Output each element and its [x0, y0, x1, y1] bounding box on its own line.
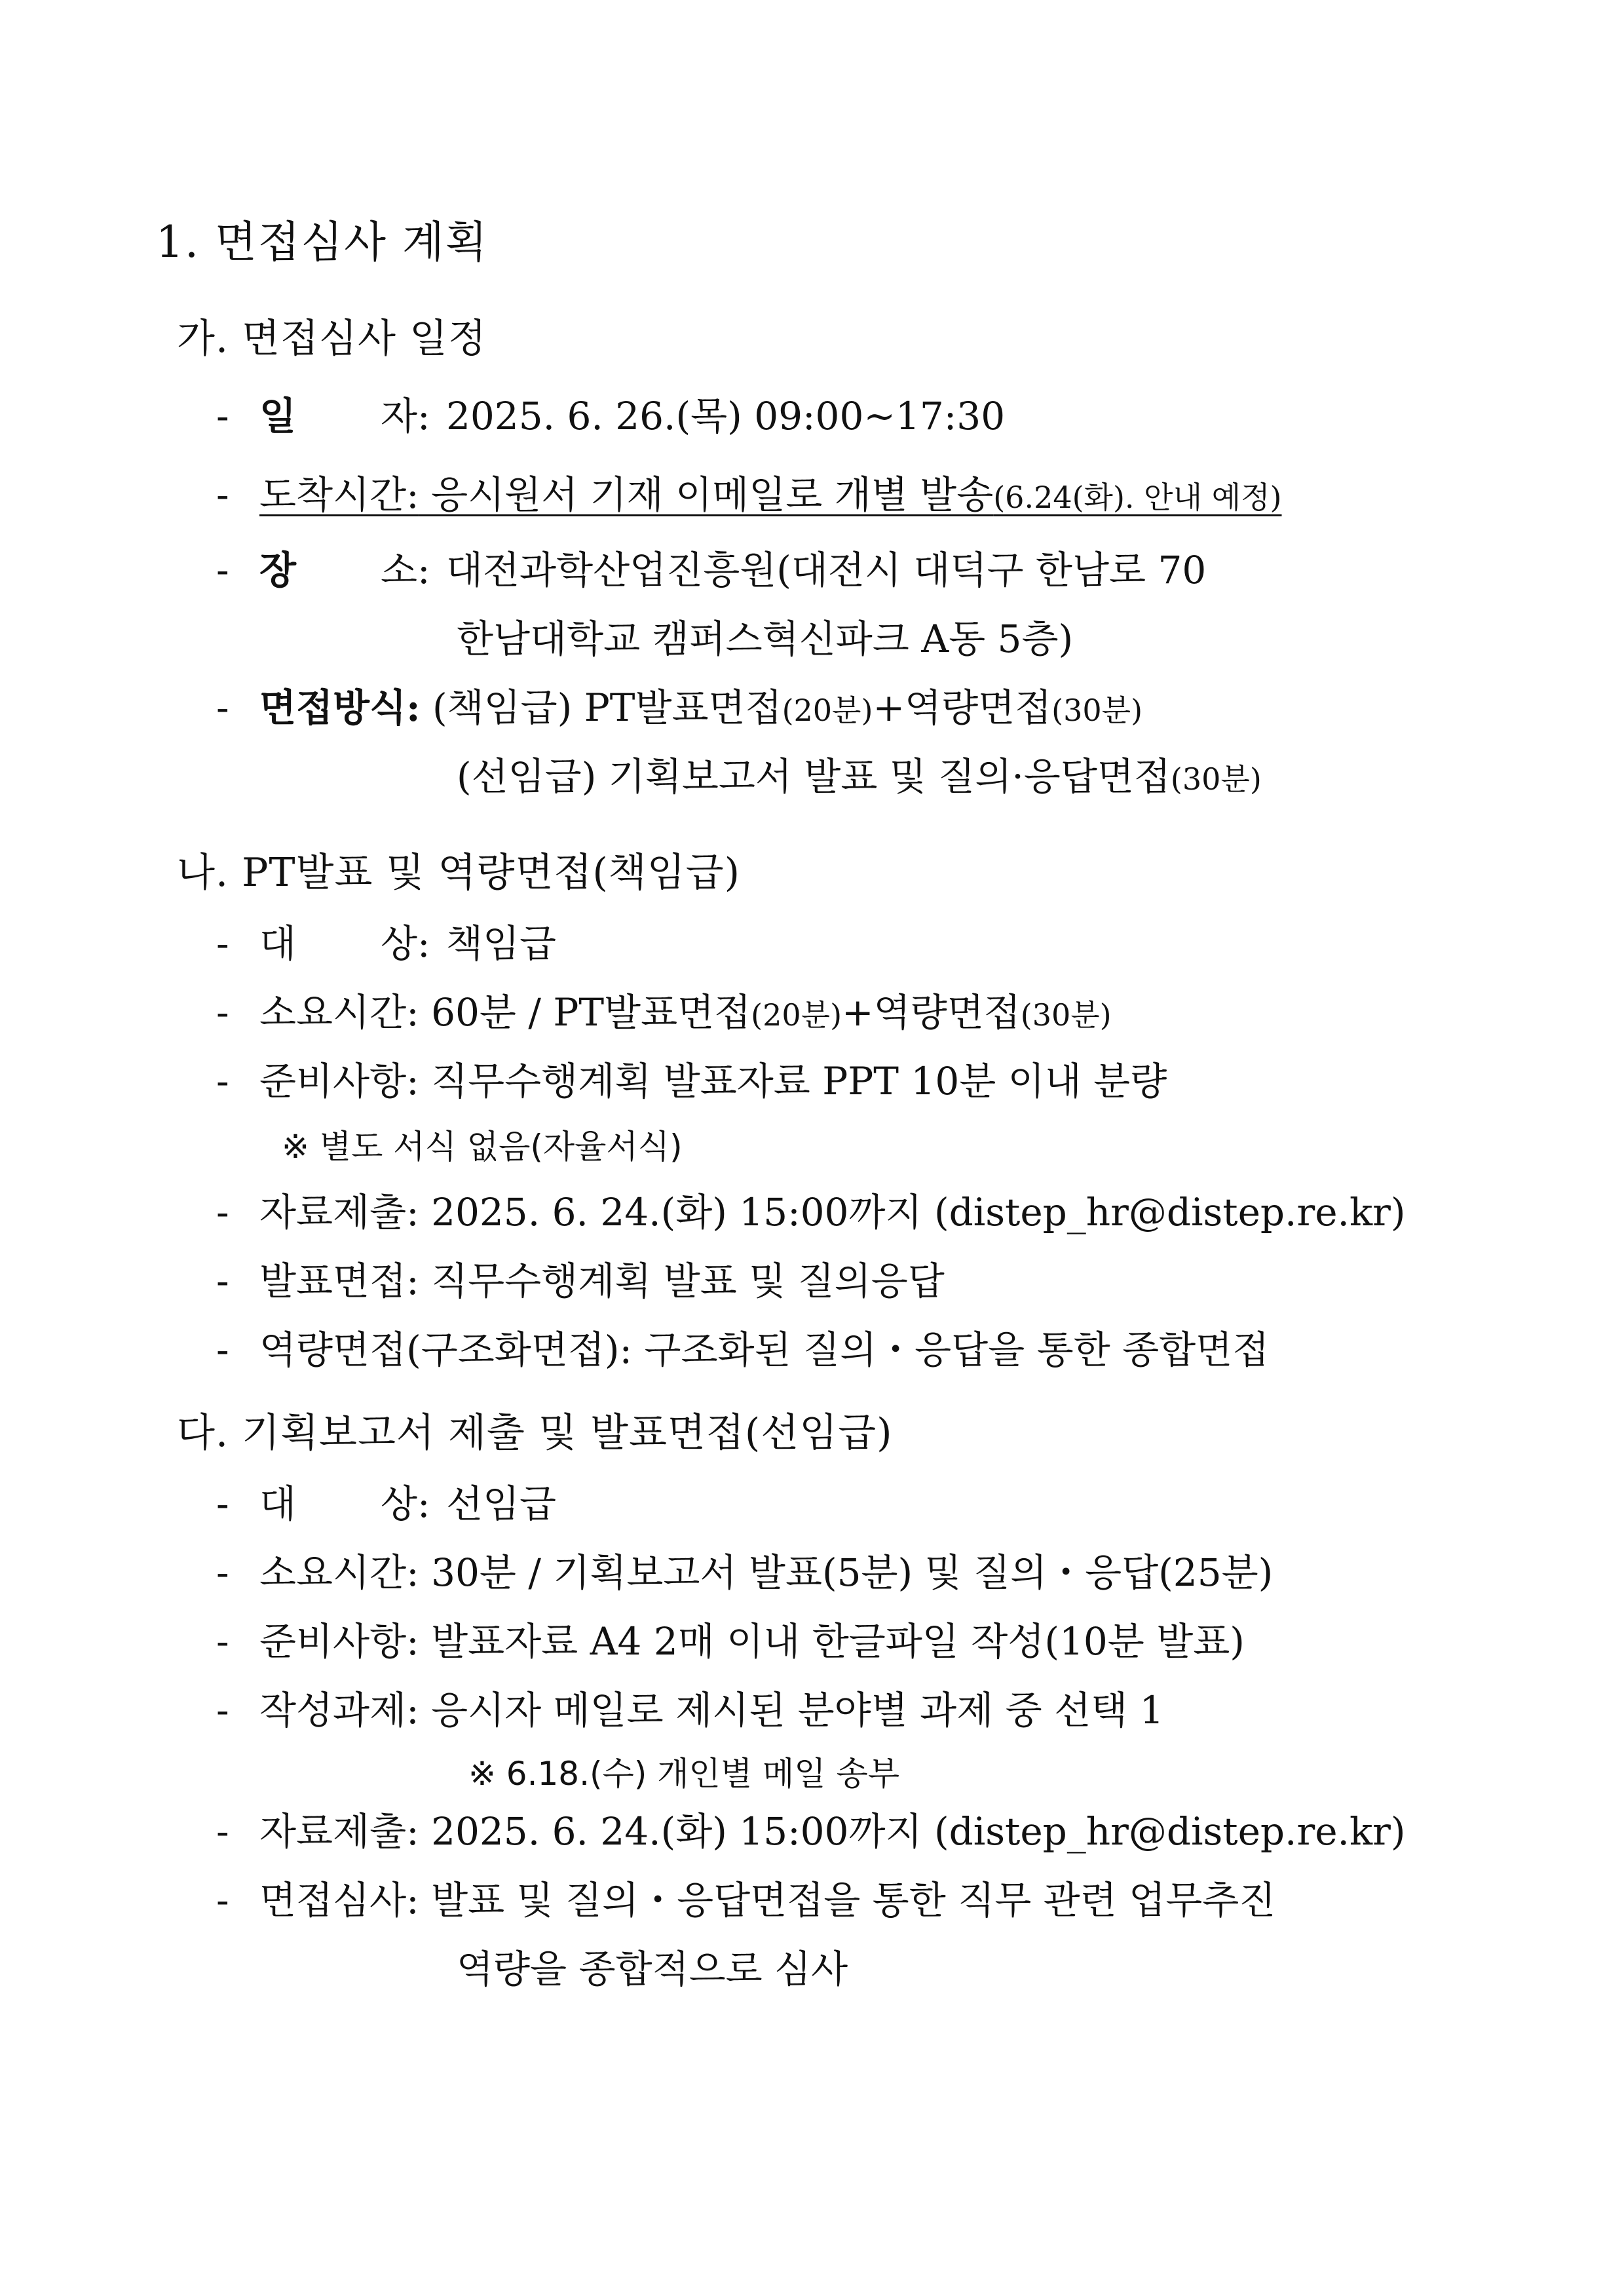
bullet-dash: -: [216, 1809, 229, 1854]
c-prep-row: [216, 1618, 1245, 1664]
date-value: 2025. 6. 26.(목) 09:00~17:30: [446, 394, 1006, 438]
bullet-dash: -: [216, 685, 229, 730]
b-target-row: [216, 921, 556, 966]
b-duration-label: 소요시간:: [259, 990, 419, 1035]
date-label-end: 자:: [381, 394, 430, 438]
b-presentation-row: [216, 1258, 945, 1304]
bullet-dash: -: [216, 1878, 229, 1923]
c-task-value: 응시자 메일로 제시된 분야별 과제 중 선택 1: [419, 1688, 1164, 1732]
place-label-end: 소:: [381, 548, 430, 592]
c-prep-value: 발표자료 A4 2매 이내 한글파일 작성(10분 발표): [419, 1619, 1245, 1664]
subsection-a-title: 가. 면접심사 일정: [177, 316, 487, 362]
bullet-dash: -: [216, 1190, 229, 1234]
method-line1-s2: (30분): [1051, 693, 1143, 728]
place-row: [216, 547, 1206, 593]
c-target-row: [216, 1481, 556, 1527]
c-submit-value: 2025. 6. 24.(화) 15:00까지 (distep_hr@distep.re.kr): [419, 1809, 1406, 1854]
c-review-value-1: 발표 및 질의・응답면접을 통한 직무 관련 업무추진: [419, 1878, 1276, 1923]
method-line2-s: (30분): [1170, 761, 1262, 797]
c-task-row: [216, 1687, 1164, 1733]
c-duration-value: 30분 / 기획보고서 발표(5분) 및 질의・응답(25분): [419, 1550, 1274, 1595]
c-target-value: 선임급: [446, 1482, 557, 1526]
subsection-b-title: 나. PT발표 및 역량면접(책임급): [177, 850, 741, 896]
method-line1-b: +역량면접: [873, 685, 1052, 730]
subsection-c-title: 다. 기획보고서 제출 및 발표면접(선임급): [177, 1410, 893, 1456]
bullet-dash: -: [216, 990, 229, 1035]
c-target-label: 대: [259, 1482, 297, 1526]
arrival-underlined: [259, 472, 1282, 517]
b-target-value: 책임급: [446, 921, 557, 966]
b-competency-label: 역량면접(구조화면접):: [259, 1328, 633, 1372]
b-prep-value: 직무수행계획 발표자료 PPT 10분 이내 분량: [419, 1059, 1167, 1103]
arrival-note: (6.24(화). 안내 예정): [993, 480, 1282, 515]
bullet-dash: -: [216, 1482, 229, 1526]
bullet-dash: -: [216, 394, 229, 438]
b-prep-row: [216, 1058, 1167, 1104]
place-label: 장: [259, 548, 297, 592]
place-value-2: 한남대학교 캠퍼스혁신파크 A동 5층): [457, 617, 1074, 661]
method-line2: [457, 754, 1262, 802]
b-submit-label: 자료제출:: [259, 1190, 419, 1234]
c-duration-row: [216, 1550, 1273, 1596]
b-duration-row: [216, 989, 1112, 1038]
b-duration-value-a: 60분 / PT발표면접: [419, 990, 751, 1035]
c-target-label-end: 상:: [381, 1482, 430, 1526]
bullet-dash: -: [216, 472, 229, 517]
bullet-dash: -: [216, 1328, 229, 1372]
c-review-row: [216, 1877, 1275, 1923]
b-competency-row: [216, 1327, 1269, 1373]
b-submit-row: [216, 1189, 1405, 1235]
method-row: [216, 685, 1142, 733]
c-review-label: 면접심사:: [259, 1878, 419, 1923]
arrival-time-row: [216, 472, 1282, 520]
b-duration-s1: (20분): [751, 997, 842, 1033]
method-line1-s1: (20분): [782, 693, 873, 728]
c-task-label: 작성과제:: [259, 1688, 419, 1732]
date-label: 일: [259, 394, 297, 438]
b-prep-note: ※ 별도 서식 없음(자율서식): [282, 1128, 683, 1166]
bullet-dash: -: [216, 1259, 229, 1303]
b-presentation-label: 발표면접:: [259, 1259, 419, 1303]
bullet-dash: -: [216, 1059, 229, 1103]
c-task-note: ※ 6.18.(수) 개인별 메일 송부: [468, 1755, 900, 1793]
b-target-label-end: 상:: [381, 921, 430, 966]
b-submit-value: 2025. 6. 24.(화) 15:00까지 (distep_hr@distep.re.kr): [419, 1190, 1406, 1234]
b-target-label: 대: [259, 921, 297, 966]
c-submit-row: [216, 1808, 1405, 1854]
c-submit-label: 자료제출:: [259, 1809, 419, 1854]
b-duration-s2: (30분): [1020, 997, 1112, 1033]
bullet-dash: -: [216, 1619, 229, 1664]
method-label: 면접방식:: [259, 685, 421, 730]
schedule-date-row: [216, 393, 1005, 439]
b-competency-value: 구조화된 질의・응답을 통한 종합면접: [632, 1328, 1270, 1372]
method-line1-a: (책임급) PT발표면접: [420, 685, 782, 730]
b-presentation-value: 직무수행계획 발표 및 질의응답: [419, 1259, 945, 1303]
c-review-value-2: 역량을 종합적으로 심사: [457, 1947, 848, 1991]
bullet-dash: -: [216, 921, 229, 966]
arrival-label: 도착시간:: [259, 472, 419, 517]
bullet-dash: -: [216, 548, 229, 592]
bullet-dash: -: [216, 1550, 229, 1595]
place-value-1: 대전과학산업진흥원(대전시 대덕구 한남로 70: [446, 548, 1207, 592]
b-duration-value-b: +역량면접: [842, 990, 1021, 1035]
bullet-dash: -: [216, 1688, 229, 1732]
c-prep-label: 준비사항:: [259, 1619, 419, 1664]
section-title: 1. 면접심사 계획: [156, 217, 489, 267]
c-duration-label: 소요시간:: [259, 1550, 419, 1595]
b-prep-label: 준비사항:: [259, 1059, 419, 1103]
method-line2-a: (선임급) 기획보고서 발표 및 질의·응답면접: [457, 754, 1171, 799]
arrival-value: 응시원서 기재 이메일로 개별 발송: [419, 472, 994, 517]
